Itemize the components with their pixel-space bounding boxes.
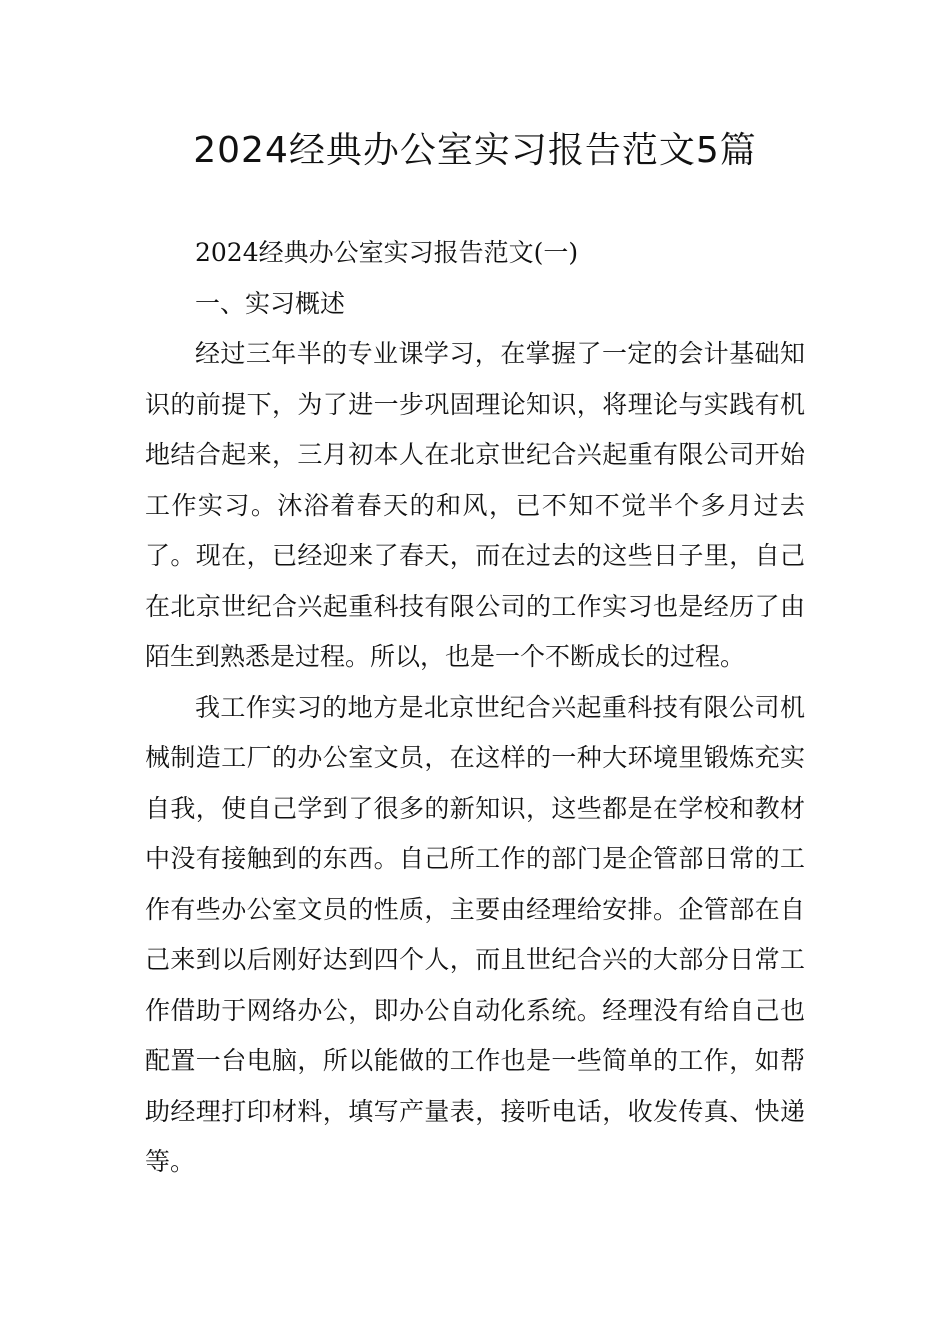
section-heading: 一、实习概述 — [195, 288, 346, 318]
report-subtitle: 2024经典办公室实习报告范文(一) — [195, 238, 579, 267]
paragraph: 经过三年半的专业课学习，在掌握了一定的会计基础知识的前提下，为了进一步巩固理论知识，将理论与实践有机地结合起来，三月初本人在北京世纪合兴起重有限公司开始工作实习。沐浴着春天的和风，已不知不觉半个多月过去了。现在，已经迎来了春天，而在过去的这些日子里，自己在北京世纪合兴起重科技有限公司的工作实习也是经历了由陌生到熟悉是过程。所以，也是一个不断成长的过程。 — [145, 339, 805, 671]
paragraph: 我工作实习的地方是北京世纪合兴起重科技有限公司机械制造工厂的办公室文员，在这样的一种大环境里锻炼充实自我，使自己学到了很多的新知识，这些都是在学校和教材中没有接触到的东西。自己所工作的部门是企管部日常的工作有些办公室文员的性质，主要由经理给安排。企管部在自己来到以后刚好达到四个人，而且世纪合兴的大部分日常工作借助于网络办公，即办公自动化系统。经理没有给自己也配置一台电脑，所以能做的工作也是一些简单的工作，如帮助经理打印材料，填写产量表，接听电话，收发传真、快递等。 — [145, 692, 805, 1176]
document-body — [145, 228, 805, 1188]
document-title: 2024经典办公室实习报告范文5篇 — [193, 130, 757, 171]
